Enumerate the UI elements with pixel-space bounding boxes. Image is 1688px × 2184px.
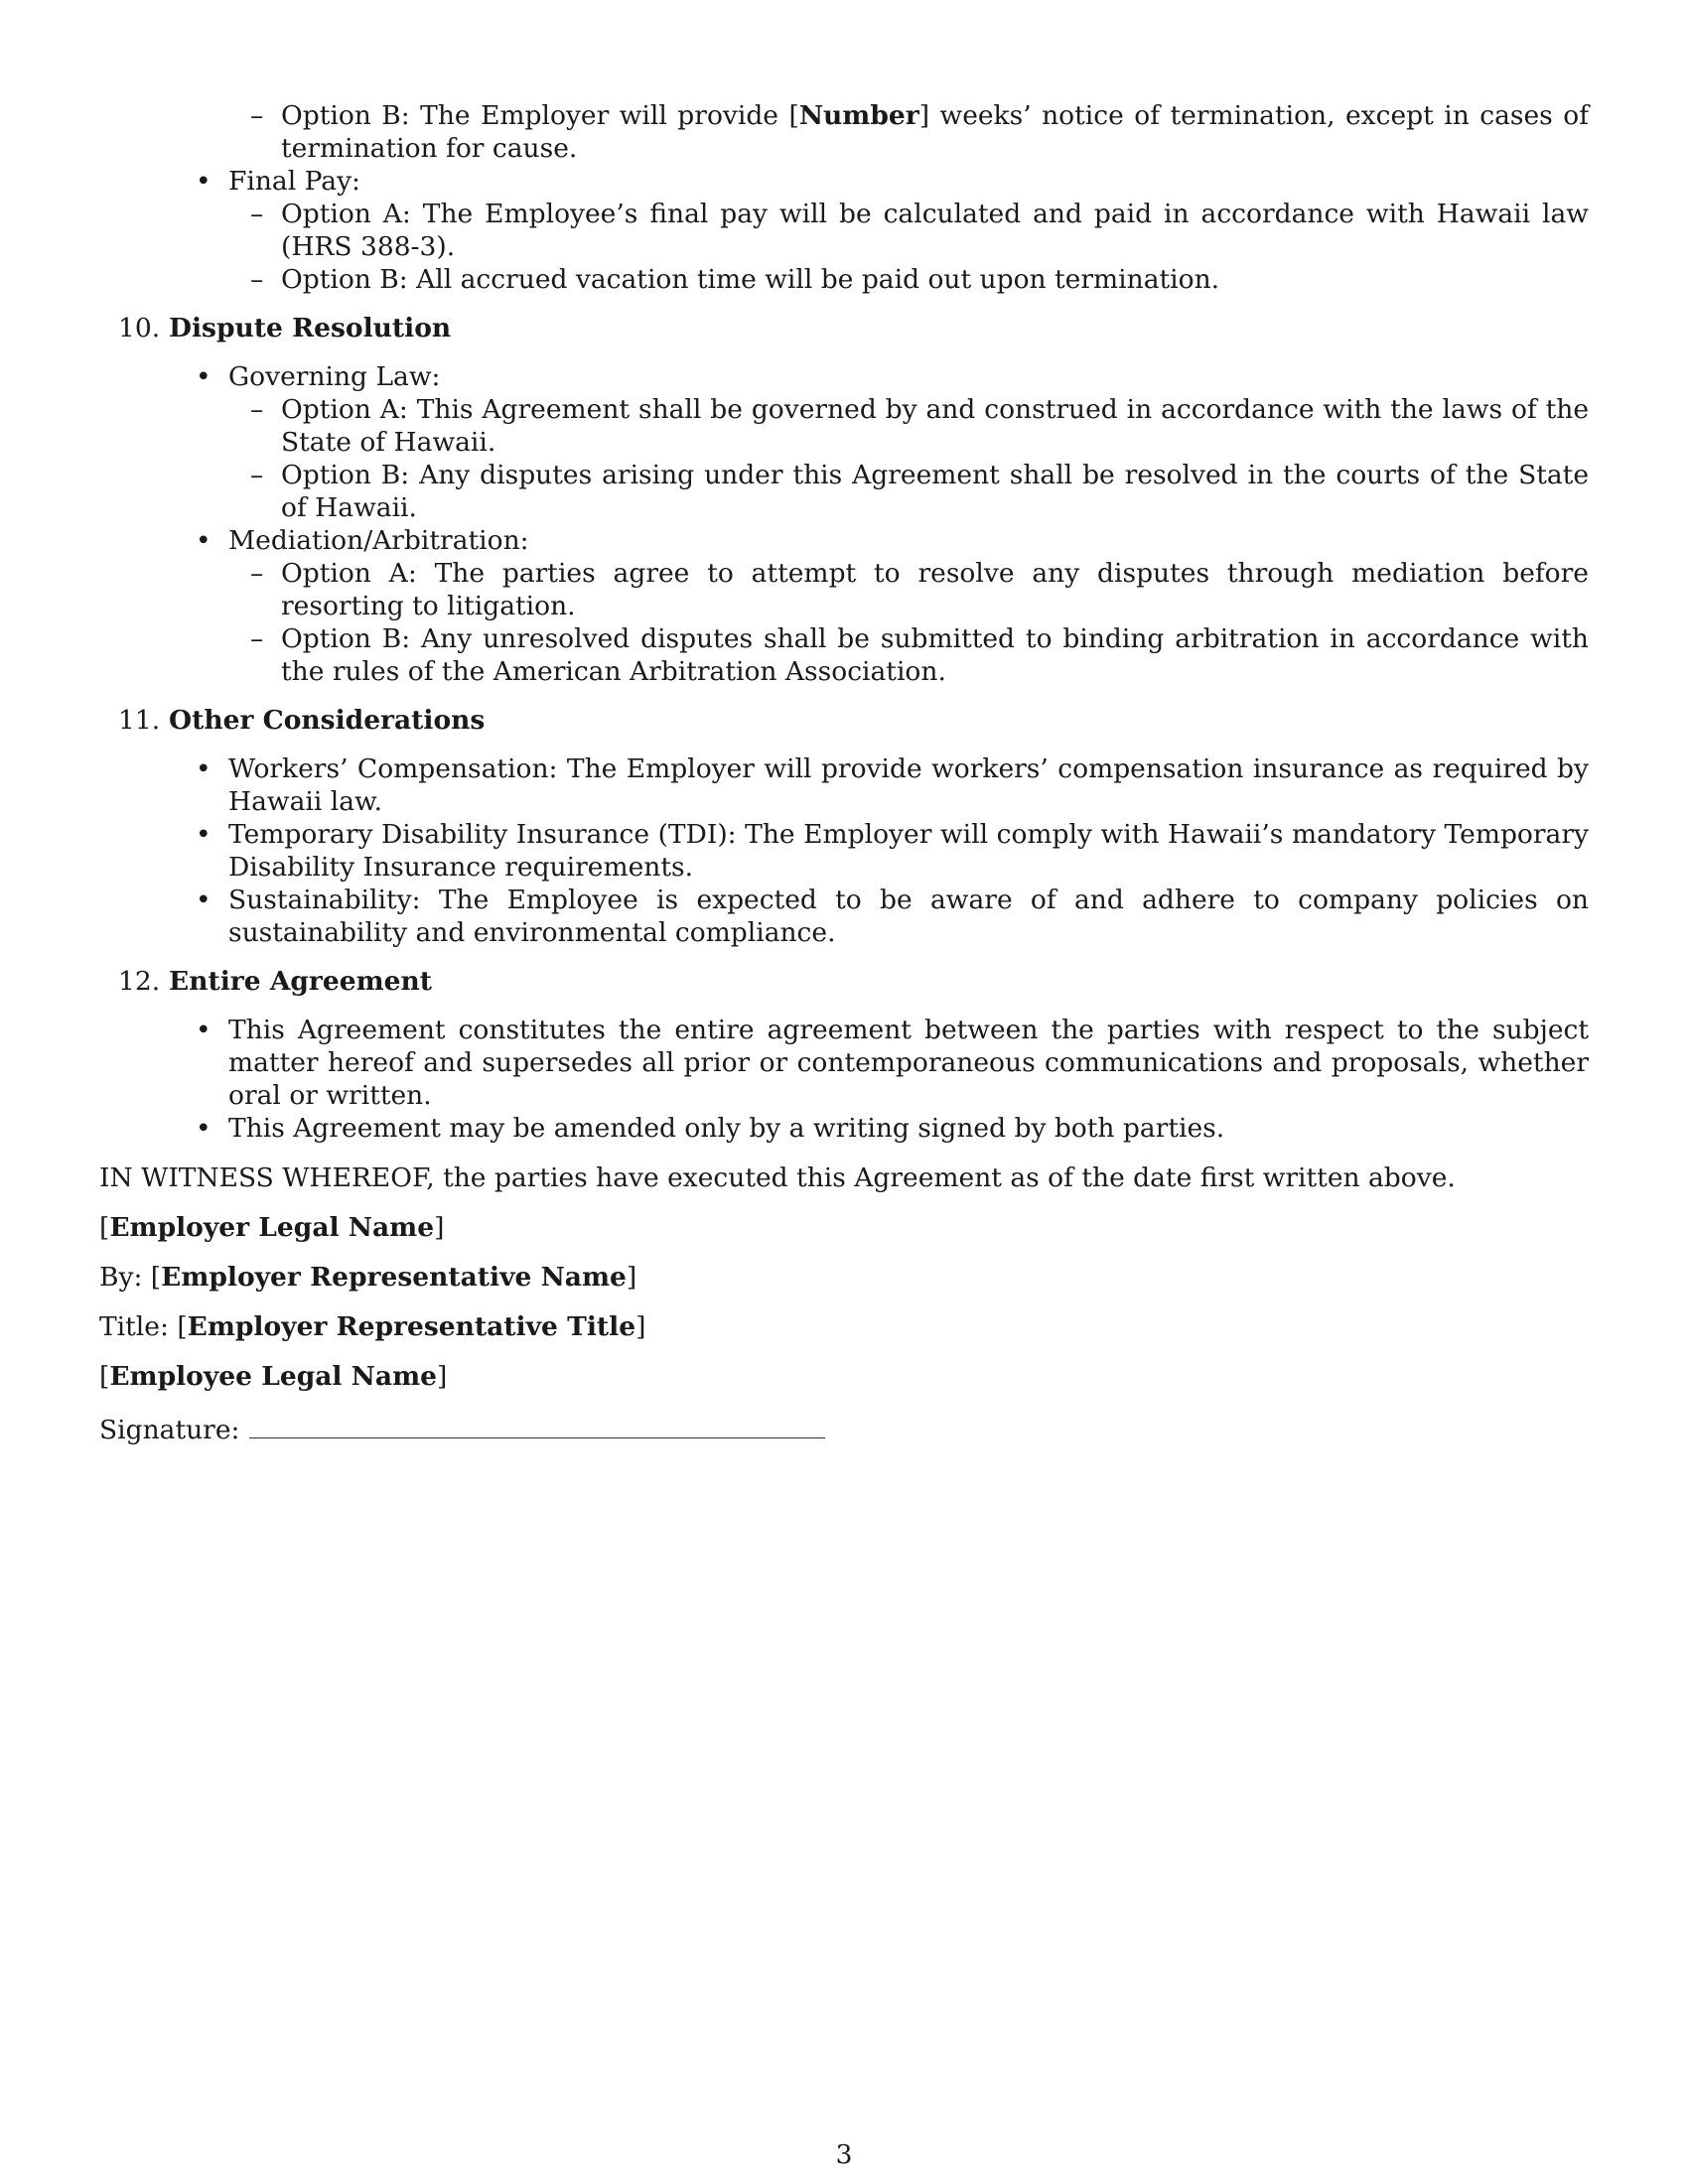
by-label: By: — [99, 1262, 143, 1293]
workers-compensation-bullet — [99, 752, 1589, 818]
option-text: Option B: Any unresolved disputes shall be submitted to binding arbitration in accordance with the rules of the American Arbitration Association. — [281, 623, 1589, 687]
employer-legal-name: Employer Legal Name — [109, 1212, 435, 1243]
bullet-marker: • — [196, 753, 211, 784]
by-line: By: [Employer Representative Name] — [99, 1262, 637, 1293]
bullet-marker: • — [196, 1015, 211, 1045]
final-pay-options — [99, 198, 1589, 296]
section-entire-agreement — [99, 965, 1589, 1145]
option-text: Option B: Any disputes arising under this Agreement shall be resolved in the courts of the State of Hawaii. — [281, 460, 1589, 523]
dash-marker: – — [250, 100, 264, 131]
amendment-bullet — [99, 1112, 1589, 1145]
governing-law-bullet — [99, 360, 1589, 393]
option-text: Option A: The parties agree to attempt to resolve any disputes through mediation before resorting to litigation. — [281, 558, 1589, 621]
title-label: Title: — [99, 1311, 169, 1342]
final-pay-label: Final Pay: — [228, 166, 360, 197]
bullet-text: Temporary Disability Insurance (TDI): The Employer will comply with Hawaii’s mandatory Temporary Disability Insurance requirements. — [228, 819, 1589, 883]
mediation-option-b — [99, 622, 1589, 688]
governing-law-label: Governing Law: — [228, 361, 441, 392]
termination-option-b-pre: Option B: The Employer will provide [ — [281, 100, 799, 131]
sustainability-bullet — [99, 884, 1589, 949]
section-heading — [99, 965, 1589, 998]
representative-name: Employer Representative Name — [161, 1262, 627, 1293]
bullet-marker: • — [196, 1113, 211, 1144]
section-title: Dispute Resolution — [169, 313, 452, 343]
final-pay-option-b — [99, 263, 1589, 296]
employee-name-line: [Employee Legal Name] — [99, 1361, 448, 1392]
bullet-marker: • — [196, 361, 211, 392]
dash-marker: – — [250, 199, 264, 229]
bullet-marker: • — [196, 885, 211, 915]
section-heading — [99, 312, 1589, 344]
bullet-text: Workers’ Compensation: The Employer will provide workers’ compensation insurance as required by Hawaii law. — [228, 753, 1589, 817]
dash-marker: – — [250, 623, 264, 654]
dash-marker: – — [250, 394, 264, 425]
section-bullets — [99, 1014, 1589, 1145]
option-text: Option A: This Agreement shall be governed by and construed in accordance with the laws of the State of Hawaii. — [281, 394, 1589, 458]
final-pay-option-b-text: Option B: All accrued vacation time will be paid out upon termination. — [281, 264, 1220, 295]
final-pay-bullet — [99, 165, 1589, 198]
bullet-marker: • — [196, 525, 211, 556]
governing-law-options — [99, 393, 1589, 524]
page-number: 3 — [835, 2139, 853, 2170]
mediation-option-a — [99, 557, 1589, 622]
bullet-marker: • — [196, 166, 211, 197]
document-page — [99, 99, 1589, 1446]
mediation-label: Mediation/Arbitration: — [228, 525, 529, 556]
number-placeholder: Number — [798, 100, 919, 131]
dash-marker: – — [250, 460, 264, 490]
representative-title: Employer Representative Title — [187, 1311, 636, 1342]
witness-statement: IN WITNESS WHEREOF, the parties have executed this Agreement as of the date first written above. — [99, 1162, 1456, 1193]
bullet-marker: • — [196, 819, 211, 850]
section-dispute-resolution — [99, 312, 1589, 688]
title-line: Title: [Employer Representative Title] — [99, 1311, 646, 1342]
signature-label: Signature: — [99, 1415, 240, 1445]
section-heading — [99, 704, 1589, 737]
section-title: Other Considerations — [169, 705, 486, 736]
employee-legal-name: Employee Legal Name — [109, 1361, 437, 1392]
bullet-text: Sustainability: The Employee is expected to be aware of and adhere to company policies on sustainability and environmental compliance. — [228, 885, 1589, 948]
bullet-text: This Agreement may be amended only by a writing signed by both parties. — [228, 1113, 1225, 1144]
entire-agreement-bullet — [99, 1014, 1589, 1112]
section-number: 11. — [118, 705, 161, 736]
section-number: 12. — [118, 966, 161, 997]
governing-law-option-b — [99, 459, 1589, 524]
signature-line[interactable] — [249, 1410, 825, 1438]
mediation-bullet — [99, 524, 1589, 557]
governing-law-option-a — [99, 393, 1589, 459]
final-pay-option-a — [99, 198, 1589, 263]
section-body — [99, 360, 1589, 688]
section-other-considerations — [99, 704, 1589, 949]
section-title: Entire Agreement — [169, 966, 432, 997]
mediation-options — [99, 557, 1589, 688]
section-bullets — [99, 752, 1589, 949]
termination-option-b — [99, 99, 1589, 165]
final-pay-option-a-text: Option A: The Employee’s final pay will be calculated and paid in accordance with Hawaii law (HRS 388-3). — [281, 199, 1589, 262]
signature-row — [99, 1410, 1589, 1446]
employer-name-line: [Employer Legal Name] — [99, 1212, 445, 1243]
dash-marker: – — [250, 558, 264, 589]
section-number: 10. — [118, 313, 161, 343]
bullet-text: This Agreement constitutes the entire agreement between the parties with respect to the subject matter hereof and supersedes all prior or contemporaneous communications and proposals, whether oral or written. — [228, 1015, 1589, 1111]
dash-marker: – — [250, 264, 264, 295]
tdi-bullet — [99, 818, 1589, 884]
termination-notice-options — [99, 99, 1589, 165]
termination-option-b-post: ] weeks’ notice of termination, except in cases of termination for cause. — [281, 100, 1589, 164]
